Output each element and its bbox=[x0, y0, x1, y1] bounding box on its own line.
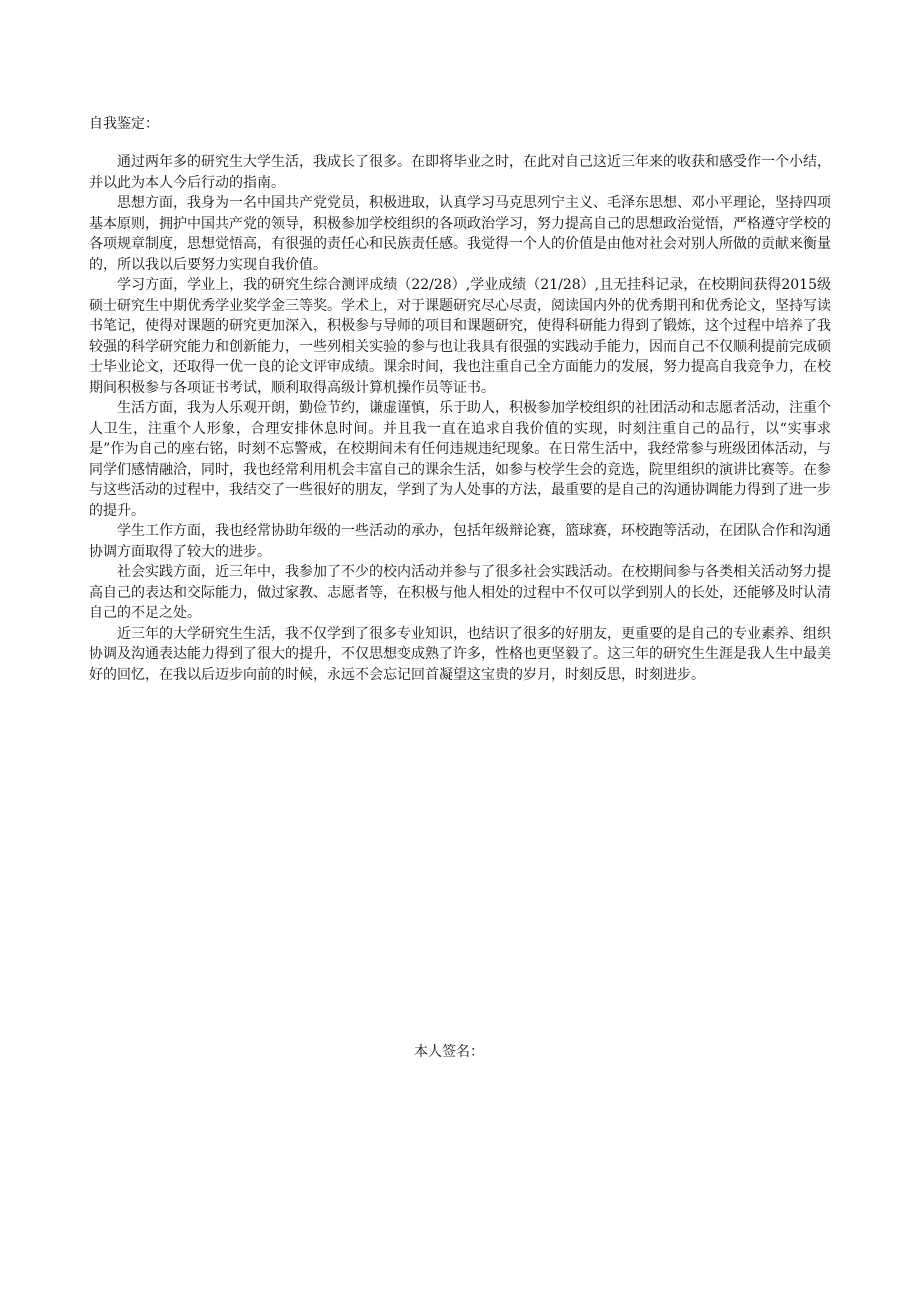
document-heading: 自我鉴定： bbox=[89, 116, 159, 132]
paragraph-social-practice: 社会实践方面，近三年中，我参加了不少的校内活动并参与了很多社会实践活动。在校期间参与各类相关活动努力提高自己的表达和交际能力，做过家教、志愿者等，在积极与他人相处的过程中不仅可以学到别人的长处，还能够及时认清自己的不足之处。 bbox=[89, 564, 831, 621]
paragraph-ideology: 思想方面，我身为一名中国共产党党员，积极进取，认真学习马克思列宁主义、毛泽东思想、邓小平理论，坚持四项基本原则，拥护中国共产党的领导，积极参加学校组织的各项政治学习，努力提高自己的思想政治觉悟，严格遵守学校的各项规章制度，思想觉悟高，有很强的责任心和民族责任感。我觉得一个人的价值是由他对社会对别人所做的贡献来衡量的，所以我以后要努力实现自我价值。 bbox=[89, 195, 831, 273]
paragraph-intro: 通过两年多的研究生大学生活，我成长了很多。在即将毕业之时，在此对自己这近三年来的收获和感受作一个小结，并以此为本人今后行动的指南。 bbox=[89, 154, 831, 191]
document-body bbox=[89, 152, 831, 685]
paragraph-life: 生活方面，我为人乐观开朗，勤俭节约，谦虚谨慎，乐于助人，积极参加学校组织的社团活动和志愿者活动，注重个人卫生，注重个人形象，合理安排休息时间。并且我一直在追求自我价值的实现，时刻注重自己的品行，以“实事求是”作为自己的座右铭，时刻不忘警戒，在校期间未有任何违规违纪现象。在日常生活中，我经常参与班级团体活动，与同学们感情融洽，同时，我也经常利用机会丰富自己的课余生活，如参与校学生会的竞选，院里组织的演讲比赛等。在参与这些活动的过程中，我结交了一些很好的朋友，学到了为人处事的方法，最重要的是自己的沟通协调能力得到了进一步的提升。 bbox=[89, 400, 831, 519]
signature-label: 本人签名： bbox=[414, 1044, 484, 1060]
paragraph-study: 学习方面，学业上，我的研究生综合测评成绩（22/28）,学业成绩（21/28）,且无挂科记录，在校期间获得2015级硕士研究生中期优秀学业奖学金三等奖。学术上，对于课题研究尽心尽责，阅读国内外的优秀期刊和优秀论文，坚持写读书笔记，使得对课题的研究更加深入，积极参与导师的项目和课题研究，使得科研能力得到了锻炼，这个过程中培养了我较强的科学研究能力和创新能力，一些列相关实验的参与也让我具有很强的实践动手能力，因而自己不仅顺利提前完成硕士毕业论文，还取得一优一良的论文评审成绩。课余时间，我也注重自己全方面能力的发展，努力提高自我竞争力，在校期间积极参与各项证书考试，顺利取得高级计算机操作员等证书。 bbox=[89, 277, 831, 396]
paragraph-student-work: 学生工作方面，我也经常协助年级的一些活动的承办，包括年级辩论赛，篮球赛，环校跑等活动，在团队合作和沟通协调方面取得了较大的进步。 bbox=[89, 523, 831, 560]
paragraph-conclusion: 近三年的大学研究生生活，我不仅学到了很多专业知识，也结识了很多的好朋友，更重要的是自己的专业素养、组织协调及沟通表达能力得到了很大的提升，不仅思想变成熟了许多，性格也更坚毅了。这三年的研究生生涯是我人生中最美好的回忆，在我以后迈步向前的时候，永远不会忘记回首凝望这宝贵的岁月，时刻反思，时刻进步。 bbox=[89, 625, 831, 683]
